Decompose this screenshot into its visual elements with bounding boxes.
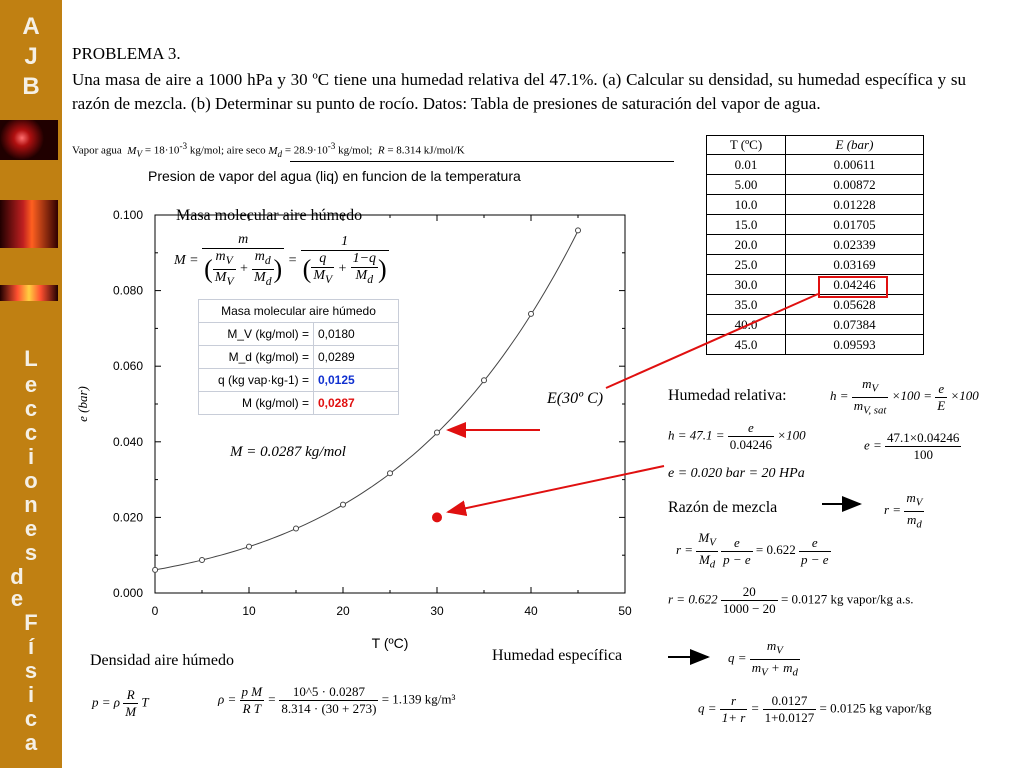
y-tick-label: 0.000 (112, 586, 143, 600)
table-cell: 0.03169 (786, 255, 924, 275)
densidad-heading: Densidad aire húmedo (90, 652, 234, 669)
table-cell: 40.0 (707, 315, 786, 335)
h-equation: h = 47.1 = $\frac{e}{0.04246}$ ×100 (668, 420, 806, 452)
sidebar-letter: n (24, 492, 38, 517)
sidebar-letter: d (10, 564, 24, 589)
table-cell: 10.0 (707, 195, 786, 215)
table-cell: 20.0 (707, 235, 786, 255)
x-tick-label: 20 (336, 604, 350, 618)
table-header: E (bar) (786, 136, 924, 155)
row-label: M (kg/mol) = (199, 392, 314, 415)
sidebar-letter: L (24, 346, 38, 371)
x-tick-label: 40 (524, 604, 538, 618)
sidebar-letter: c (24, 706, 38, 731)
table-cell: 0.07384 (786, 315, 924, 335)
sidebar-letter: i (27, 682, 35, 707)
arrow-to-point (448, 466, 664, 512)
row-value: 0,0289 (314, 346, 399, 369)
q-definition: q = $\frac{m_V}{m_V + m_d}$ (728, 638, 798, 679)
row-label: M_d (kg/mol) = (199, 346, 314, 369)
sidebar-letter: c (24, 396, 38, 421)
data-vapor-label: Vapor agua (72, 144, 122, 157)
sidebar-letter: a (24, 730, 38, 755)
sidebar-letter: c (24, 420, 38, 445)
y-tick-label: 0.100 (112, 208, 143, 222)
data-r: = 8.314 kJ/mol/K (387, 144, 465, 157)
data-mv-exp: -3 (179, 141, 188, 151)
annotation-e30: E(30º C) (547, 390, 604, 407)
data-line: Vapor agua $M_V = 18\cdot 10^{-3}$ kg/mol; aire seco $M_d = 28.9\cdot 10^{-3}$ kg/mol; R = 8.314 kJ/mol/K (72, 141, 465, 159)
x-tick-label: 10 (242, 604, 256, 618)
r-result: r = 0.622 $\frac{20}{1000 - 20}$ = 0.0127 kg vapor/kg a.s. (668, 584, 914, 616)
problem-text: Una masa de aire a 1000 hPa y 30 ºC tiene una humedad relativa del 47.1%. (a) Calcular su densidad, su humedad específica y su razón de mezcla. (b) Determinar su punto de rocío. Datos: Tabla de presiones de saturación del vapor de agua. (72, 70, 966, 113)
chart-title: Presion de vapor del agua (liq) en funcion de la temperatura (148, 168, 521, 184)
table-cell: 0.00611 (786, 155, 924, 175)
sidebar-letter: J (24, 43, 38, 70)
table-cell: 0.05628 (786, 295, 924, 315)
e-equation: e = $\frac{47.1\times 0.04246}{100}$ (864, 430, 960, 462)
y-tick-label: 0.080 (112, 283, 143, 298)
sidebar-letter: e (10, 586, 24, 611)
row-value: 0,0125 (314, 369, 399, 392)
y-axis-label: e (bar) (75, 386, 90, 422)
humedad-relativa-heading: Humedad relativa: (668, 387, 787, 404)
table-cell: 0.00872 (786, 175, 924, 195)
table-cell: 25.0 (707, 255, 786, 275)
sidebar-letter: o (24, 468, 38, 493)
sidebar-letter: B (22, 73, 40, 100)
x-tick-label: 0 (151, 604, 159, 618)
table-cell: 35.0 (707, 295, 786, 315)
sidebar-letter: A (22, 13, 40, 40)
sidebar-letter: i (27, 444, 35, 469)
sidebar-letter: e (24, 516, 38, 541)
data-md: = 28.9·10 (284, 144, 328, 157)
sidebar-letter: F (24, 610, 38, 635)
sidebar-letter: s (24, 540, 38, 565)
sidebar-letter: í (27, 634, 35, 659)
data-md-unit: kg/mol; (338, 144, 373, 157)
table-cell: 0.01705 (786, 215, 924, 235)
row-value: 0,0180 (314, 323, 399, 346)
table-cell: 0.02339 (786, 235, 924, 255)
problem-title: PROBLEMA 3. (72, 44, 181, 63)
table-cell: 0.01228 (786, 195, 924, 215)
table-cell: 0.09593 (786, 335, 924, 355)
h-definition: h = $\frac{m_V}{m_{V, sat}}$ ×100 = $\frac{e}{E}$ ×100 (830, 376, 979, 417)
razon-mezcla-heading: Razón de mezcla (668, 499, 778, 516)
e-result: e = 0.020 bar = 20 HPa (668, 466, 805, 481)
table-cell: 45.0 (707, 335, 786, 355)
row-label: q (kg vap·kg-1) = (199, 369, 314, 392)
y-tick-label: 0.060 (112, 359, 143, 374)
table-header: T (ºC) (707, 136, 786, 155)
molar-mass-formula: M = m ( $\frac{m_V}{M_V}$ + $\frac{m_d}{M_d}$ ) = 1 ( $\frac{q}{M_V}$ + $\frac{1-q}{M_d}$ ) (174, 232, 387, 288)
row-label: M_V (kg/mol) = (199, 323, 314, 346)
humedad-especifica-heading: Humedad específica (492, 647, 623, 664)
arrow-to-table (606, 294, 818, 388)
x-tick-label: 30 (430, 604, 444, 618)
table-cell: 30.0 (707, 275, 786, 295)
r-equation: r = $\frac{M_V}{M_d}$ $\frac{e}{p - e}$ = 0.622 $\frac{e}{p - e}$ (676, 530, 829, 571)
data-mv: = 18·10 (144, 144, 180, 157)
x-axis-label: T (ºC) (371, 635, 409, 651)
y-tick-label: 0.040 (112, 434, 143, 449)
rho-equation: ρ = $\frac{\text{p M}}{\text{R T}}$ = $\frac{10\^{}5 \cdot 0.0287}{8.314 \cdot (30 + 273)}$ = 1.139 kg/m³ (218, 684, 456, 716)
data-md-exp: -3 (327, 141, 336, 151)
y-tick-label: 0.020 (112, 510, 143, 525)
p-equation: p = ρ $\frac{R}{M}$ T (92, 687, 149, 719)
molar-mass-result: M = 0.0287 kg/mol (230, 444, 346, 460)
x-tick-label: 50 (618, 604, 632, 618)
row-value: 0,0287 (314, 392, 399, 415)
molar-mass-table-title: Masa molecular aire húmedo (199, 300, 399, 323)
table-cell: 0.04246 (786, 275, 924, 295)
molar-mass-heading: Masa molecular aire húmedo (176, 207, 363, 224)
data-mv-unit: kg/mol; aire seco (189, 144, 266, 157)
sidebar-letter: s (24, 658, 38, 683)
table-cell: 0.01 (707, 155, 786, 175)
r-definition: r = $\frac{m_V}{m_d}$ (884, 490, 923, 531)
q-result: q = $\frac{r}{1+ r}$ = $\frac{0.0127}{1+0.0127}$ = 0.0125 kg vapor/kg (698, 693, 932, 725)
table-cell: 5.00 (707, 175, 786, 195)
table-cell: 15.0 (707, 215, 786, 235)
sidebar-letter: e (24, 372, 38, 397)
